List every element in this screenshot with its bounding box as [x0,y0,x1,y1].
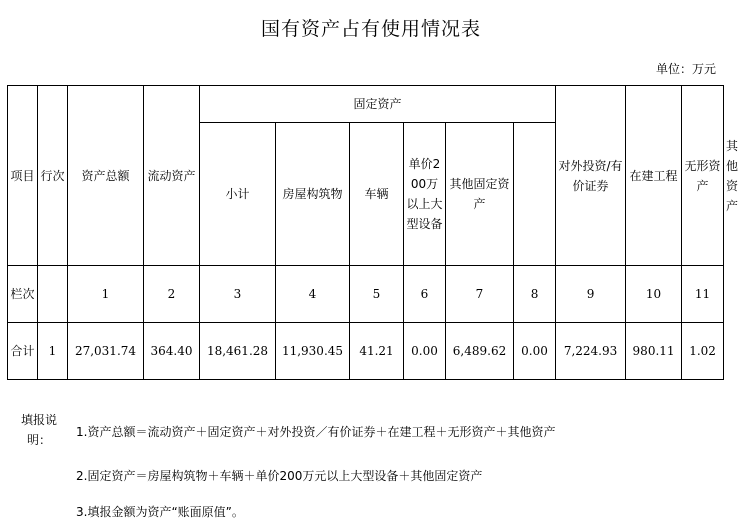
asset-table [7,85,739,380]
total-row-no: 1 [38,323,68,380]
total-value: 27,031.74 [68,323,144,380]
header-intangible: 无形资产 [682,86,724,266]
total-row-label: 合计 [8,323,38,380]
header-vehicles: 车辆 [350,123,404,266]
page-title: 国有资产占有使用情况表 [260,18,481,40]
total-value: 980.11 [626,323,682,380]
total-value: 0.00 [404,323,446,380]
column-number-row [8,266,724,323]
column-number: 2 [144,266,200,323]
header-row-top: 项目 行次 资产总额 流动资产 固定资产 对外投资/有价证券 在建工程 无形资产 其他资产 [8,86,724,123]
header-row-no: 行次 [38,86,68,266]
note-item: 1.资产总额＝流动资产＋固定资产＋对外投资／有价证券＋在建工程＋无形资产＋其他资产 [76,425,556,439]
unit-label: 单位：万元 [655,62,716,76]
total-value: 18,461.28 [200,323,276,380]
column-number: 1 [68,266,144,323]
header-buildings: 房屋构筑物 [276,123,350,266]
header-large-equipment: 单价200万以上大型设备 [404,123,446,266]
header-investments: 对外投资/有价证券 [556,86,626,266]
total-value: 7,224.93 [556,323,626,380]
column-number: 4 [276,266,350,323]
column-number: 6 [404,266,446,323]
note-item: 2.固定资产＝房屋构筑物＋车辆＋单价200万元以上大型设备＋其他固定资产 [76,469,483,483]
column-number: 3 [200,266,276,323]
column-number: 8 [514,266,556,323]
header-item: 项目 [8,86,38,266]
header-fixed-assets: 固定资产 [200,86,556,123]
total-value: 1.02 [682,323,724,380]
total-row [8,323,724,380]
column-number-label: 栏次 [8,266,38,323]
column-number: 10 [626,266,682,323]
total-value: 0.00 [514,323,556,380]
total-value: 364.40 [144,323,200,380]
note-item: 3.填报金额为资产“账面原值”。 [76,505,244,519]
header-subtotal: 小计 [200,123,276,266]
header-other-fixed: 其他固定资产 [446,123,514,266]
total-value: 41.21 [350,323,404,380]
total-value: 6,489.62 [446,323,514,380]
column-number-blank [38,266,68,323]
column-number: 7 [446,266,514,323]
column-number: 9 [556,266,626,323]
notes-label: 填报说明： [20,413,57,447]
column-number: 11 [682,266,724,323]
header-construction: 在建工程 [626,86,682,266]
column-number: 5 [350,266,404,323]
header-total-assets: 资产总额 [68,86,144,266]
header-current-assets: 流动资产 [144,86,200,266]
total-value: 11,930.45 [276,323,350,380]
